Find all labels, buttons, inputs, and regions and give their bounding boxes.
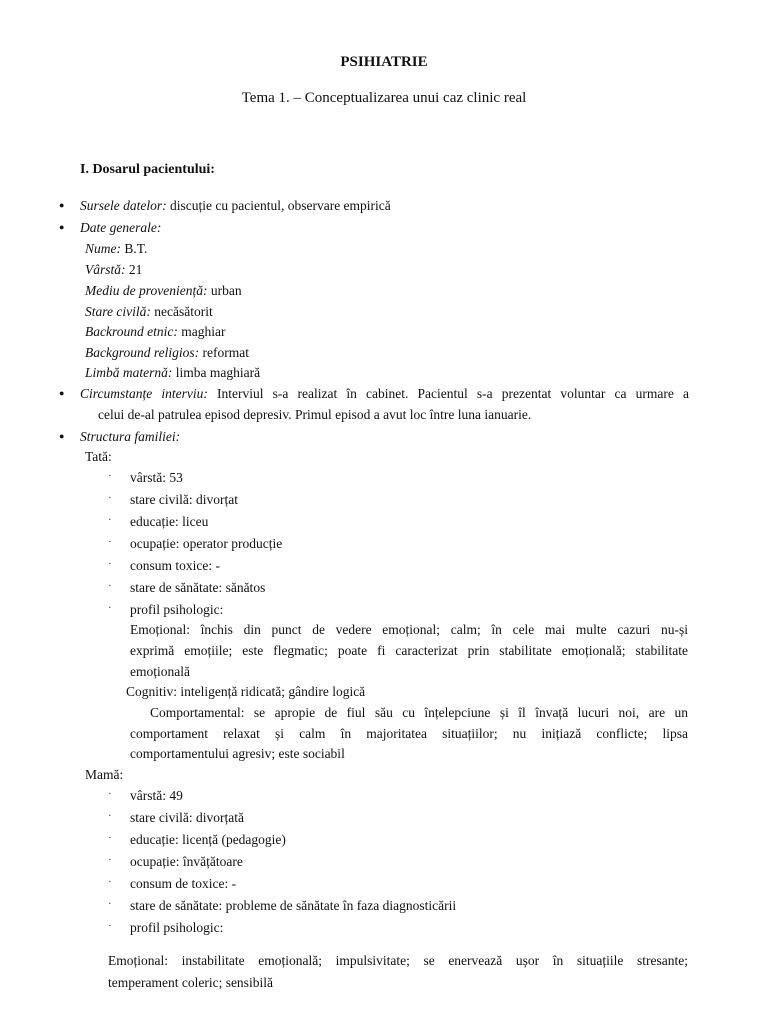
mama-item: stare civilă: divorțată	[130, 810, 244, 825]
tata-comportamental-2: comportament relaxat și calm în majoritatea situațiilor; nu inițiază conflicte; lipsa	[130, 726, 688, 741]
circumstante-text: Interviul s-a realizat în cabinet. Pacientul s-a prezentat voluntar ca urmare a	[207, 386, 689, 401]
field-label: Vârstă:	[85, 262, 126, 277]
field-nume	[85, 239, 147, 259]
dash-icon: ·	[108, 898, 112, 910]
bullet-icon: ●	[59, 222, 65, 232]
field-value: reformat	[199, 345, 249, 360]
circumstante-line-2: celui de-al patrulea episod depresiv. Primul episod a avut loc între luna ianuarie.	[98, 407, 532, 422]
tata-comportamental-3: comportamentului agresiv; este sociabil	[130, 746, 345, 761]
tata-item: vârstă: 53	[130, 470, 183, 485]
dash-icon: ·	[108, 536, 112, 548]
dash-icon: ·	[108, 470, 112, 482]
dash-icon: ·	[108, 854, 112, 866]
mama-item: ocupație: învățătoare	[130, 854, 243, 869]
tata-item: stare de sănătate: sănătos	[130, 580, 266, 595]
surse-line	[80, 196, 391, 216]
bullet-icon: ●	[59, 200, 65, 210]
tata-cognitiv: Cognitiv: inteligență ridicată; gândire logică	[126, 684, 366, 699]
field-etnic	[85, 322, 225, 342]
field-label: Limbă maternă:	[85, 365, 173, 380]
dash-icon: ·	[108, 492, 112, 504]
dash-icon: ·	[108, 810, 112, 822]
field-limba	[85, 363, 260, 383]
bullet-icon: ●	[59, 388, 65, 398]
circumstante-label: Circumstanțe interviu:	[80, 386, 208, 401]
tata-emotional-1: Emoțional: închis din punct de vedere emoțional; calm; în cele mai multe cazuri nu-și	[130, 622, 688, 637]
section-heading: I. Dosarul pacientului:	[80, 162, 215, 177]
dash-icon: ·	[108, 920, 112, 932]
mama-item: consum de toxice: -	[130, 876, 237, 891]
mama-emotional-2: temperament coleric; sensibilă	[108, 975, 273, 990]
dash-icon: ·	[108, 514, 112, 526]
field-varsta	[85, 260, 142, 280]
circumstante-line-1	[80, 384, 689, 405]
surse-label: Sursele datelor:	[80, 198, 167, 213]
document-subtitle: Tema 1. – Conceptualizarea unui caz clinic real	[241, 90, 527, 106]
dash-icon: ·	[108, 602, 112, 614]
field-value: B.T.	[121, 241, 148, 256]
tata-emotional-3: emoțională	[130, 664, 190, 679]
mama-item: stare de sănătate: probleme de sănătate în faza diagnosticării	[130, 898, 457, 913]
surse-value: discuție cu pacientul, observare empirică	[166, 198, 391, 213]
structura-label: Structura familiei:	[80, 429, 181, 444]
field-value: urban	[207, 283, 242, 298]
field-religios	[85, 343, 249, 363]
tata-comportamental-1: Comportamental: se apropie de fiul său cu înțelepciune și îl învață lucuri noi, are un	[150, 705, 688, 720]
field-stare-civila	[85, 302, 213, 322]
tata-emotional-2: exprimă emoțiile; este flegmatic; poate fi caracterizat prin stabilitate emoțională; stabilitate	[130, 643, 688, 658]
tata-item: consum toxice: -	[130, 558, 220, 573]
bullet-icon: ●	[59, 431, 65, 441]
field-value: limba maghiară	[172, 365, 261, 380]
dash-icon: ·	[108, 832, 112, 844]
tata-item: profil psihologic:	[130, 602, 224, 617]
tata-item: educație: liceu	[130, 514, 209, 529]
date-generale-label: Date generale:	[80, 220, 162, 235]
field-value: necăsătorit	[150, 304, 213, 319]
field-label: Background religios:	[85, 345, 200, 360]
dash-icon: ·	[108, 788, 112, 800]
mama-item: educație: licență (pedagogie)	[130, 832, 286, 847]
mama-item: profil psihologic:	[130, 920, 224, 935]
field-label: Mediu de proveniență:	[85, 283, 208, 298]
field-value: maghiar	[177, 324, 226, 339]
field-mediu	[85, 281, 242, 301]
tata-item: ocupație: operator producție	[130, 536, 283, 551]
dash-icon: ·	[108, 876, 112, 888]
field-label: Backround etnic:	[85, 324, 178, 339]
mama-label: Mamă:	[85, 767, 124, 782]
document-title: PSIHIATRIE	[340, 54, 428, 70]
field-label: Nume:	[85, 241, 121, 256]
field-value: 21	[125, 262, 143, 277]
dash-icon: ·	[108, 580, 112, 592]
mama-item: vârstă: 49	[130, 788, 183, 803]
tata-item: stare civilă: divorțat	[130, 492, 238, 507]
tata-label: Tată:	[85, 449, 112, 464]
dash-icon: ·	[108, 558, 112, 570]
field-label: Stare civilă:	[85, 304, 151, 319]
mama-emotional-1: Emoțional: instabilitate emoțională; impulsivitate; se enervează ușor în situațiile stresante;	[108, 953, 688, 968]
